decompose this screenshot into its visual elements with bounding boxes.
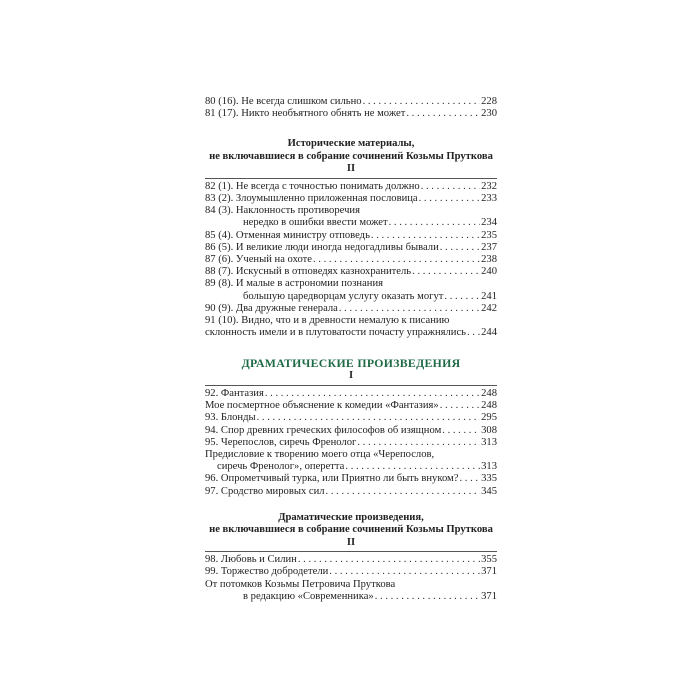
entry-title: Не всегда слишком сильно — [241, 96, 362, 107]
entry-number: 98. — [205, 554, 219, 566]
entry-number: 97. — [205, 485, 219, 497]
entry-number: 86 (5). — [205, 241, 234, 253]
entry-title: Ученый на охоте — [235, 254, 312, 266]
section-title-line1: Исторические материалы, — [287, 138, 415, 150]
entry-title-cont: склонность имели и в плутоватости почасту упражнялись — [205, 327, 466, 339]
entry-page: 335 — [481, 473, 497, 485]
leader-dots — [467, 327, 480, 339]
entry-number: 85 (4). — [205, 229, 234, 241]
entry-title: Предисловие к творению моего отца «Черепослов, — [205, 449, 435, 461]
leader-dots — [298, 554, 480, 566]
entry-number: 81 (17). — [205, 108, 239, 120]
entry-title: Злоумышленно приложенная пословица — [235, 193, 418, 205]
toc-entry[interactable] — [205, 266, 497, 278]
entry-title: Никто необъятного обнять не может — [241, 108, 406, 120]
leader-dots — [412, 266, 480, 278]
leader-dots — [421, 181, 480, 193]
entry-number: 84 (3). — [205, 205, 234, 217]
section-title-line2: не включавшиеся в собрание сочинений Козьмы Пруткова — [209, 524, 493, 536]
entry-title-cont: в редакцию «Современника» — [243, 590, 374, 602]
table-of-contents — [205, 96, 497, 603]
entry-title: Мое посмертное объяснение к комедии «Фантазия» — [205, 400, 439, 412]
entry-page: 242 — [481, 302, 497, 314]
toc-entry-multiline[interactable] — [205, 205, 497, 229]
leader-dots — [371, 230, 480, 242]
leader-dots — [326, 486, 481, 498]
leader-dots — [444, 291, 480, 303]
entry-title: И великие люди иногда недогадливы бывали — [235, 241, 439, 253]
section-roman-numeral: I — [348, 370, 354, 382]
section-roman-numeral: II — [346, 163, 356, 175]
entry-page: 313 — [481, 436, 497, 448]
entry-page: 237 — [481, 241, 497, 253]
leader-dots — [440, 400, 480, 412]
leader-dots — [339, 303, 480, 315]
leader-dots — [406, 108, 480, 120]
entry-title: Наклонность противоречия — [235, 205, 360, 217]
section-roman-numeral: II — [346, 536, 356, 548]
toc-entry[interactable] — [205, 437, 497, 449]
toc-entry[interactable] — [205, 303, 497, 315]
entry-number: 83 (2). — [205, 193, 234, 205]
entry-page: 233 — [481, 193, 497, 205]
entry-title: Отменная министру отповедь — [235, 229, 370, 241]
section-rule — [205, 178, 497, 179]
entry-page: 238 — [481, 254, 497, 266]
entry-page: 235 — [481, 229, 497, 241]
leader-dots — [419, 193, 480, 205]
section-heading-dramatic: ДРАМАТИЧЕСКИЕ ПРОИЗВЕДЕНИЯ — [241, 356, 461, 371]
section-heading-dramatic-extra — [205, 512, 497, 537]
entry-page: 241 — [481, 290, 497, 302]
toc-entry[interactable] — [205, 108, 497, 120]
dramatic-entries — [205, 388, 497, 498]
entry-title: Опрометчивый турка, или Приятно ли быть внуком? — [220, 473, 459, 485]
entry-page: 228 — [481, 96, 497, 107]
leader-dots — [389, 217, 481, 229]
leader-dots — [459, 473, 480, 485]
leader-dots — [345, 461, 480, 473]
entry-title-cont: большую царедворцам услугу оказать могут — [243, 290, 444, 302]
entry-title: Любовь и Силин — [220, 554, 297, 566]
entry-page: 295 — [481, 412, 497, 424]
toc-entry[interactable] — [205, 388, 497, 400]
entry-number: 96. — [205, 473, 219, 485]
entry-number: 82 (1). — [205, 180, 234, 192]
leader-dots — [440, 242, 480, 254]
entry-number: 92. — [205, 388, 219, 400]
dramatic-extra-entries — [205, 554, 497, 603]
section-rule — [205, 551, 497, 552]
entry-number: 90 (9). — [205, 302, 234, 314]
entry-page: 355 — [481, 554, 497, 566]
entry-page: 248 — [481, 400, 497, 412]
entry-page: 345 — [481, 485, 497, 497]
toc-entry[interactable] — [205, 193, 497, 205]
top-entries — [205, 96, 497, 120]
section-title-line1: Драматические произведения, — [278, 511, 424, 523]
entry-title: Видно, что и в древности немалую к писанию — [241, 315, 450, 327]
leader-dots — [313, 254, 480, 266]
leader-dots — [265, 388, 480, 400]
leader-dots — [375, 591, 480, 603]
entry-number: 93. — [205, 412, 219, 424]
toc-entry[interactable] — [205, 566, 497, 578]
leader-dots — [257, 412, 480, 424]
toc-entry[interactable] — [205, 400, 497, 412]
toc-entry[interactable] — [205, 181, 497, 193]
toc-entry-multiline[interactable] — [205, 315, 497, 339]
toc-entry[interactable] — [205, 230, 497, 242]
entry-page: 244 — [481, 327, 497, 339]
entry-title: Торжество добродетели — [220, 566, 329, 578]
entry-title: Сродство мировых сил — [220, 485, 325, 497]
toc-entry[interactable] — [205, 486, 497, 498]
section-title-line2: не включавшиеся в собрание сочинений Козьмы Пруткова — [209, 150, 493, 162]
entry-page: 234 — [481, 217, 497, 229]
entry-page: 240 — [481, 266, 497, 278]
toc-entry[interactable] — [205, 96, 497, 108]
entry-title: Спор древних греческих философов об изящном — [220, 424, 442, 436]
toc-entry-multiline[interactable] — [205, 449, 497, 473]
toc-entry[interactable] — [205, 412, 497, 424]
entry-title: Два дружные генерала — [235, 302, 338, 314]
leader-dots — [442, 425, 480, 437]
section-heading-historical — [205, 138, 497, 163]
entry-number: 87 (6). — [205, 254, 234, 266]
toc-entry-multiline[interactable] — [205, 579, 497, 603]
entry-page: 232 — [481, 180, 497, 192]
entry-number: 99. — [205, 566, 219, 578]
leader-dots — [363, 96, 481, 108]
entry-title: Не всегда с точностью понимать должно — [235, 180, 420, 192]
entry-title: Блонды — [220, 412, 256, 424]
entry-number: 94. — [205, 424, 219, 436]
entry-title: И малые в астрономии познания — [235, 278, 383, 290]
entry-title-cont: нередко в ошибки ввести может — [243, 217, 388, 229]
toc-entry[interactable] — [205, 254, 497, 266]
entry-page: 371 — [481, 590, 497, 602]
entry-title-cont: сиречь Френолог», оперетта — [217, 461, 345, 473]
entry-page: 308 — [481, 424, 497, 436]
entry-title: Черепослов, сиречь Френолог — [220, 436, 357, 448]
entry-page: 313 — [481, 461, 497, 473]
entry-page: 371 — [481, 566, 497, 578]
leader-dots — [357, 437, 480, 449]
toc-entry[interactable] — [205, 554, 497, 566]
section-rule — [205, 385, 497, 386]
leader-dots — [329, 566, 480, 578]
toc-entry[interactable] — [205, 242, 497, 254]
toc-entry-multiline[interactable] — [205, 278, 497, 302]
entry-title: Искусный в отповедях казнохранитель — [235, 266, 412, 278]
entry-number: 88 (7). — [205, 266, 234, 278]
entry-number: 95. — [205, 436, 219, 448]
entry-page: 248 — [481, 388, 497, 400]
entry-title: Фантазия — [220, 388, 264, 400]
entry-number: 80 (16). — [205, 96, 239, 107]
toc-entry[interactable] — [205, 473, 497, 485]
entry-number: 91 (10). — [205, 315, 239, 327]
entry-page: 230 — [481, 108, 497, 120]
historical-entries — [205, 181, 497, 340]
toc-entry[interactable] — [205, 425, 497, 437]
entry-title: От потомков Козьмы Петровича Пруткова — [205, 578, 396, 590]
entry-number: 89 (8). — [205, 278, 234, 290]
